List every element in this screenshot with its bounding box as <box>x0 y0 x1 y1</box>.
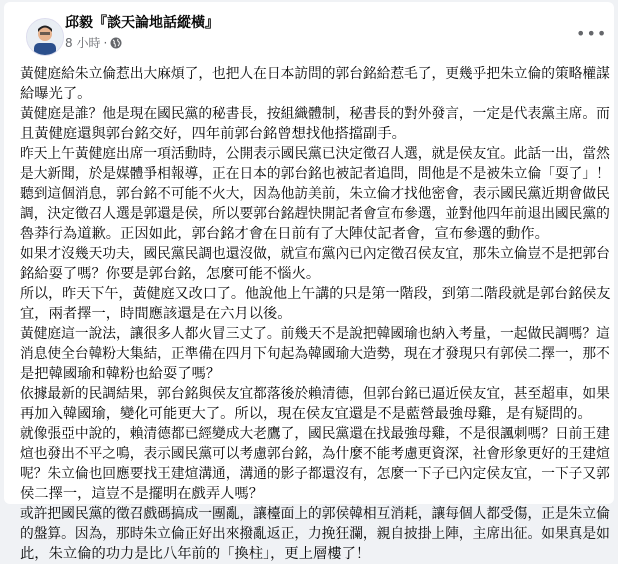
post-text-line: 是大新聞，於是媒體爭相報導，正在日本的郭台銘也被記者追問，問他是不是被朱立倫「耍了」！ <box>20 166 610 182</box>
avatar-image-icon <box>27 19 63 55</box>
post-text-line: 侯二擇一，這豈不是擺明在戲弄人嗎？ <box>20 486 264 502</box>
post-text-line: 黃健庭這一說法，讓很多人都火冒三丈了。前幾天不是說把韓國瑜也納入考量，一起做民調嗎？這 <box>20 326 610 342</box>
author-avatar[interactable] <box>26 18 64 56</box>
post-text-line: 給曝光了。 <box>20 86 92 102</box>
post-text-line: 再加入韓國瑜，變化可能更大了。所以，現在侯友宜還是不是藍營最強母雞，是有疑問的。 <box>20 406 592 422</box>
globe-icon <box>110 37 122 49</box>
post-text-line: 黃健庭給朱立倫惹出大麻煩了，也把人在日本訪問的郭台銘給惹毛了，更幾乎把朱立倫的策略權謀 <box>20 66 610 82</box>
post-text-line: 的盤算。因為，那時朱立倫正好出來撥亂返正，力挽狂瀾，親自披掛上陣，主席出征。如果真是如 <box>20 526 610 542</box>
post-text-line: 黃健庭是誰？他是現在國民黨的秘書長，按組織體制，秘書長的對外發言，一定是代表黨主席。而 <box>20 106 610 122</box>
post-text-line: 是把韓國瑜和韓粉也給耍了嗎？ <box>20 366 221 382</box>
post-text-line: 銘給耍了嗎？你要是郭台銘，怎麼可能不惱火。 <box>20 266 321 282</box>
post-text-line: 如果才沒幾天功夫，國民黨民調也還沒做，就宣布黨內已內定徵召侯友宜，那朱立倫豈不是把郭台 <box>20 246 610 262</box>
post-text-line: 且黃健庭還與郭台銘交好，四年前郭台銘曾想找他搭擋副手。 <box>20 126 406 142</box>
meta-separator: · <box>103 35 108 50</box>
post-text-line: 宜，兩者擇一，時間應該還是在六月以後。 <box>20 306 292 322</box>
post-text-line: 此，朱立倫的功力是比八年前的「換柱」，更上層樓了！ <box>20 546 371 562</box>
post-text-line: 調，決定徵召人選是郭還是侯，所以要郭台銘趕快開記者會宣布參選，並對他四年前退出國民黨的 <box>20 206 610 222</box>
post-text-line: 昨天上午黃健庭出席一項活動時，公開表示國民黨已決定徵召人選，就是侯友宜。此話一出，當然 <box>20 146 610 162</box>
post-meta <box>65 34 122 51</box>
post-text <box>20 64 614 564</box>
post-text-line: 煊也發出不平之鳴，表示國民黨可以考慮郭台銘，為什麼不能考慮更資深，社會形象更好的王建煊 <box>20 446 610 462</box>
author-name[interactable]: 邱毅『談天論地話縱橫』 <box>65 15 219 31</box>
post-time[interactable]: 8 小時 <box>65 36 101 50</box>
post-text-line: 就像張亞中說的，賴清德都已經變成大老鷹了，國民黨還在找最強母雞，不是很諷刺嗎？日前王建 <box>20 426 610 442</box>
post-text-line: 消息使全台韓粉大集結，正準備在四月下旬起為韓國瑜大造勢，現在才發現只有郭侯二擇一，那不 <box>20 346 610 362</box>
post-text-line: 所以，昨天下午，黃健庭又改口了。他說他上午講的只是第一階段，到第二階段就是郭台銘侯友 <box>20 286 611 302</box>
post-text-line: 或許把國民黨的徵召戲碼搞成一團亂，讓檯面上的郭侯韓相互消耗，讓每個人都受傷，正是朱立倫 <box>20 506 610 522</box>
post-text-line: 呢？朱立倫也回應要找王建煊溝通，溝通的影子都還沒有，怎麼一下子已內定侯友宜，一下子又郭 <box>20 466 610 482</box>
post-text-line: 聽到這個消息，郭台銘不可能不火大，因為他訪美前，朱立倫才找他密會，表示國民黨近期會做民 <box>20 186 610 202</box>
post-text-line: 依據最新的民調結果，郭台銘與侯友宜都落後於賴清德，但郭台銘已逼近侯友宜，甚至超車，如果 <box>20 386 610 402</box>
post-text-line: 魯莽行為道歉。正因如此，郭台銘才會在日前有了大陣仗記者會，宣布參選的動作。 <box>20 226 549 242</box>
post-card <box>4 2 614 562</box>
more-options-icon[interactable]: ••• <box>576 24 608 43</box>
